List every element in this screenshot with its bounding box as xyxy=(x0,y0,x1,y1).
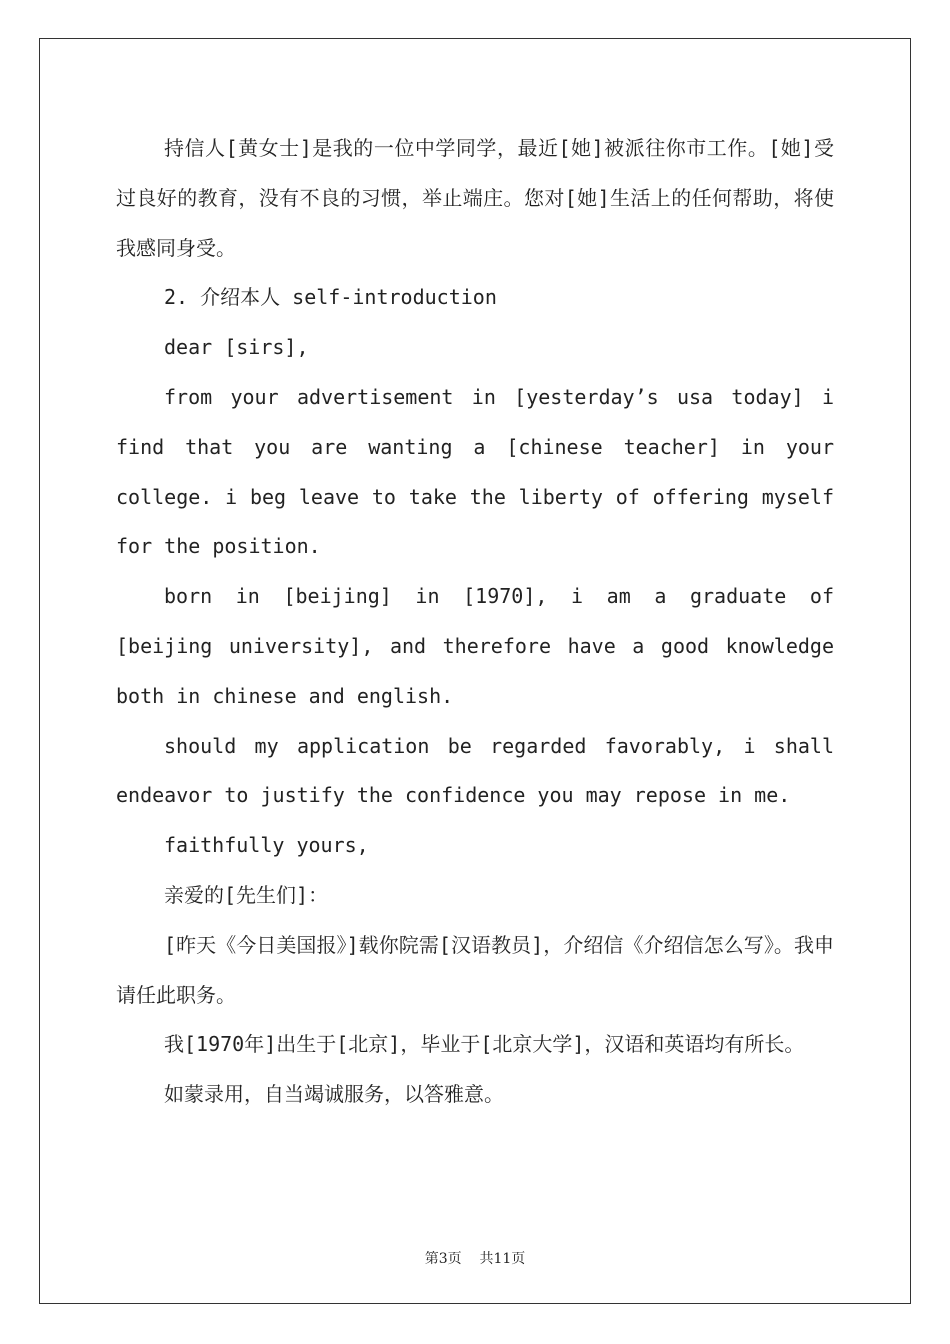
salutation-chinese: 亲爱的[先生们]： xyxy=(164,882,329,907)
page-footer xyxy=(0,1248,950,1268)
salutation: dear [sirs], xyxy=(164,335,309,360)
paragraph-closing-chinese: 如蒙录用，自当竭诚服务，以答雅意。 xyxy=(164,1082,504,1107)
paragraph-advertisement-chinese: [昨天《今日美国报》]载你院需[汉语教员]，介绍信《介绍信怎么写》。我申请任此职务。 xyxy=(116,932,834,1007)
paragraph-closing: should my application be regarded favorably, i shall endeavor to justify the confidence you may repose in me. xyxy=(116,733,834,808)
section-heading: 2. 介绍本人 self-introduction xyxy=(164,285,497,310)
sign-off: faithfully yours, xyxy=(164,833,369,858)
paragraph-background-chinese: 我[1970年]出生于[北京]，毕业于[北京大学]，汉语和英语均有所长。 xyxy=(164,1032,805,1057)
paragraph-advertisement: from your advertisement in [yesterday’s usa today] i find that you are wanting a [chinese teacher] in your college. i beg leave to take the liberty of offering myself for the position. xyxy=(116,384,834,559)
page-total: 共11页 xyxy=(479,1251,526,1267)
document-body xyxy=(116,124,834,1120)
paragraph-background: born in [beijing] in [1970], i am a graduate of [beijing university], and therefore have a good knowledge both in chinese and english. xyxy=(116,584,834,708)
paragraph-reference-letter: 持信人[黄女士]是我的一位中学同学，最近[她]被派往你市工作。[她]受过良好的教育，没有不良的习惯，举止端庄。您对[她]生活上的任何帮助，将使我感同身受。 xyxy=(116,136,834,260)
page-number: 第3页 xyxy=(424,1251,462,1267)
